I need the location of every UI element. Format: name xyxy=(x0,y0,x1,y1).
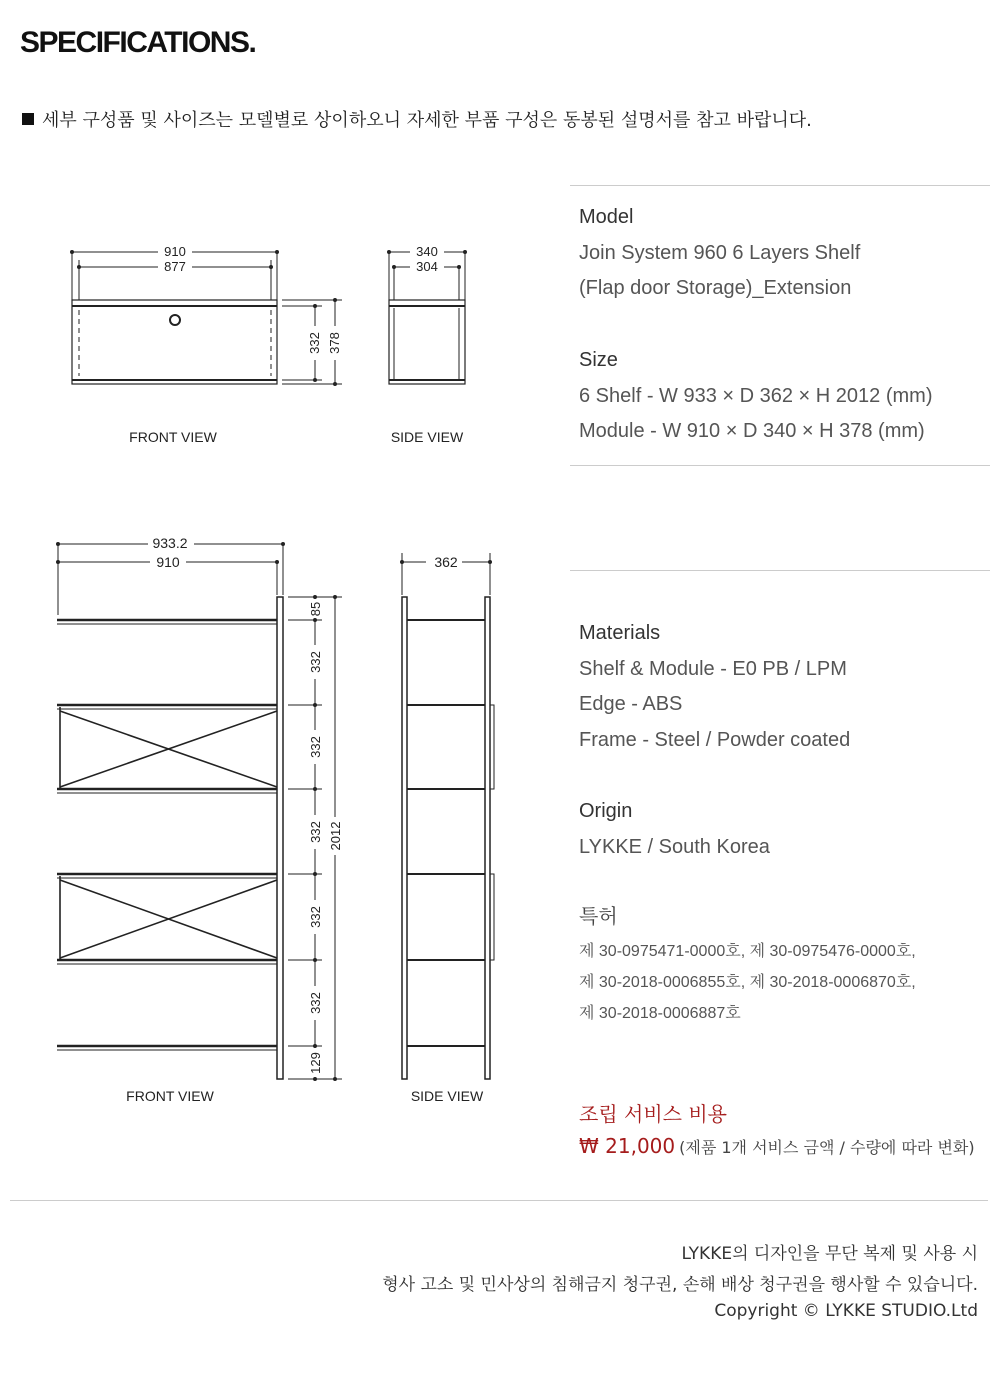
shelf-gap-4-label: 332 xyxy=(308,906,323,928)
spec-patents xyxy=(579,936,916,1029)
spec-model xyxy=(579,200,860,307)
total-height-label: 2012 xyxy=(328,821,343,851)
size-line-2: Module - W 910 × D 340 × H 378 (mm) xyxy=(579,420,925,442)
side-inner-depth-label: 304 xyxy=(416,259,438,274)
top-side-view-label: SIDE VIEW xyxy=(390,429,464,445)
service-note: (제품 1개 서비스 금액 / 수량에 따라 변화) xyxy=(679,1138,975,1157)
page-title: SPECIFICATIONS. xyxy=(20,26,256,59)
divider xyxy=(570,185,990,186)
top-front-view-label: FRONT VIEW xyxy=(129,429,217,445)
materials-line-3: Frame - Steel / Powder coated xyxy=(579,728,851,751)
spec-origin xyxy=(579,794,770,865)
service-label: 조립 서비스 비용 xyxy=(579,1102,727,1126)
model-line-2: (Flap door Storage)_Extension xyxy=(579,277,852,299)
service-price-row xyxy=(579,1134,975,1158)
model-heading: Model xyxy=(579,206,634,228)
footer-line-2: 형사 고소 및 민사상의 침해금지 청구권, 손해 배상 청구권을 행사할 수 있습니다. xyxy=(382,1275,978,1295)
front-outer-width-label: 910 xyxy=(164,244,186,259)
shelf-gap-3-label: 332 xyxy=(308,821,323,843)
footer-line-1: LYKKE의 디자인을 무단 복제 및 사용 시 xyxy=(681,1244,978,1264)
notice xyxy=(22,106,812,132)
overall-width-label: 933.2 xyxy=(152,535,188,551)
shelf-gap-5-label: 332 xyxy=(308,992,323,1014)
materials-line-1: Shelf & Module - E0 PB / LPM xyxy=(579,657,847,680)
footer-divider xyxy=(10,1200,988,1201)
materials-line-2: Edge - ABS xyxy=(579,693,683,715)
side-outer-depth-label: 340 xyxy=(416,244,438,259)
shelf-diagram xyxy=(0,525,560,1115)
module-diagram xyxy=(0,160,560,460)
bottom-front-view-label: FRONT VIEW xyxy=(126,1088,214,1104)
patent-line-3: 제 30-2018-0006887호 xyxy=(579,1005,741,1022)
materials-heading: Materials xyxy=(579,622,661,644)
divider xyxy=(570,465,990,466)
origin-value: LYKKE / South Korea xyxy=(579,835,770,858)
spec-size xyxy=(579,343,933,450)
size-heading: Size xyxy=(579,349,618,371)
model-line-1: Join System 960 6 Layers Shelf xyxy=(579,241,861,264)
square-bullet-icon xyxy=(22,113,34,125)
top-gap-label: 85 xyxy=(308,601,323,617)
outer-height-label: 378 xyxy=(327,332,342,354)
front-inner-width-label: 877 xyxy=(164,259,186,274)
patent-line-2: 제 30-2018-0006855호, 제 30-2018-0006870호, xyxy=(579,974,916,991)
inner-height-label: 332 xyxy=(307,332,322,354)
service-price: ₩ 21,000 xyxy=(579,1134,676,1158)
notice-text: 세부 구성품 및 사이즈는 모델별로 상이하오니 자세한 부품 구성은 동봉된 설명서를 참고 바랍니다. xyxy=(42,110,812,131)
bottom-gap-label: 129 xyxy=(308,1052,323,1074)
spec-materials xyxy=(579,616,850,758)
patent-line-1: 제 30-0975471-0000호, 제 30-0975476-0000호, xyxy=(579,943,916,960)
bottom-side-view-label: SIDE VIEW xyxy=(410,1088,484,1104)
footer-copyright: Copyright © LYKKE STUDIO.Ltd xyxy=(714,1301,978,1321)
origin-heading: Origin xyxy=(579,800,633,822)
depth-label: 362 xyxy=(434,554,458,570)
shelf-width-label: 910 xyxy=(156,554,180,570)
shelf-gap-2-label: 332 xyxy=(308,736,323,758)
shelf-gap-1-label: 332 xyxy=(308,651,323,673)
size-line-1: 6 Shelf - W 933 × D 362 × H 2012 (mm) xyxy=(579,384,933,407)
patent-heading: 특허 xyxy=(579,906,618,928)
divider xyxy=(570,570,990,571)
